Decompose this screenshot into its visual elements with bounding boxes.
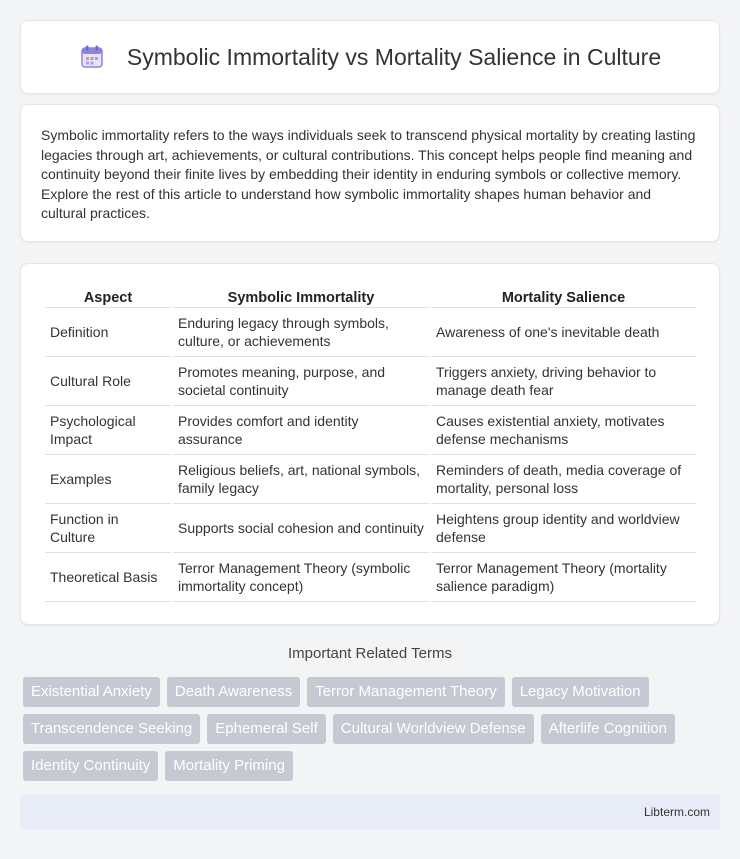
tag-legacy-motivation[interactable]: Legacy Motivation — [512, 677, 649, 707]
cell-mortality: Triggers anxiety, driving behavior to manage death fear — [431, 357, 696, 406]
cell-symbolic: Supports social cohesion and continuity — [173, 504, 429, 553]
intro-paragraph: Symbolic immortality refers to the ways individuals seek to transcend physical mortality by creating lasting legacies through art, achievements, or cultural contributions. This concept helps people find meaning and continuity beyond their finite lives by embedding their identity in enduring symbols or collective memory. Explore the rest of this article to understand how symbolic immortality shapes human behavior and cultural practices. — [41, 127, 696, 221]
cell-aspect: Definition — [45, 308, 171, 357]
comparison-table — [43, 286, 698, 602]
footer-site-link[interactable]: Libterm.com — [643, 805, 710, 819]
footer — [20, 795, 720, 829]
calendar-icon — [79, 44, 105, 70]
cell-symbolic: Provides comfort and identity assurance — [173, 406, 429, 455]
intro-card — [20, 104, 720, 242]
tag-existential-anxiety[interactable]: Existential Anxiety — [23, 677, 160, 707]
cell-aspect: Psychological Impact — [45, 406, 171, 455]
cell-symbolic: Terror Management Theory (symbolic immortality concept) — [173, 553, 429, 602]
cell-aspect: Function in Culture — [45, 504, 171, 553]
tag-cultural-worldview-defense[interactable]: Cultural Worldview Defense — [333, 714, 534, 744]
cell-aspect: Examples — [45, 455, 171, 504]
page-title: Symbolic Immortality vs Mortality Salience in Culture — [126, 43, 662, 70]
cell-mortality: Awareness of one's inevitable death — [431, 308, 696, 357]
tag-identity-continuity[interactable]: Identity Continuity — [23, 751, 158, 781]
header-symbolic-immortality: Symbolic Immortality — [173, 286, 429, 308]
cell-mortality: Heightens group identity and worldview defense — [431, 504, 696, 553]
comparison-card — [20, 263, 720, 625]
table-row — [45, 308, 696, 357]
cell-mortality: Terror Management Theory (mortality salience paradigm) — [431, 553, 696, 602]
cell-mortality: Causes existential anxiety, motivates defense mechanisms — [431, 406, 696, 455]
tag-terror-management-theory[interactable]: Terror Management Theory — [307, 677, 504, 707]
cell-symbolic: Promotes meaning, purpose, and societal continuity — [173, 357, 429, 406]
table-row — [45, 553, 696, 602]
tag-ephemeral-self[interactable]: Ephemeral Self — [207, 714, 326, 744]
cell-symbolic: Religious beliefs, art, national symbols, family legacy — [173, 455, 429, 504]
cell-aspect: Cultural Role — [45, 357, 171, 406]
tag-mortality-priming[interactable]: Mortality Priming — [165, 751, 293, 781]
cell-symbolic: Enduring legacy through symbols, culture, or achievements — [173, 308, 429, 357]
table-header-row — [45, 286, 696, 308]
cell-aspect: Theoretical Basis — [45, 553, 171, 602]
title-card — [20, 20, 720, 94]
tag-death-awareness[interactable]: Death Awareness — [167, 677, 300, 707]
header-aspect: Aspect — [45, 286, 171, 308]
header-mortality-salience: Mortality Salience — [431, 286, 696, 308]
cell-mortality: Reminders of death, media coverage of mortality, personal loss — [431, 455, 696, 504]
related-terms-heading: Important Related Terms — [288, 645, 452, 662]
tag-afterlife-cognition[interactable]: Afterlife Cognition — [541, 714, 675, 744]
related-terms-list — [23, 677, 723, 781]
table-row — [45, 406, 696, 455]
table-row — [45, 455, 696, 504]
table-row — [45, 357, 696, 406]
table-row — [45, 504, 696, 553]
tag-transcendence-seeking[interactable]: Transcendence Seeking — [23, 714, 200, 744]
